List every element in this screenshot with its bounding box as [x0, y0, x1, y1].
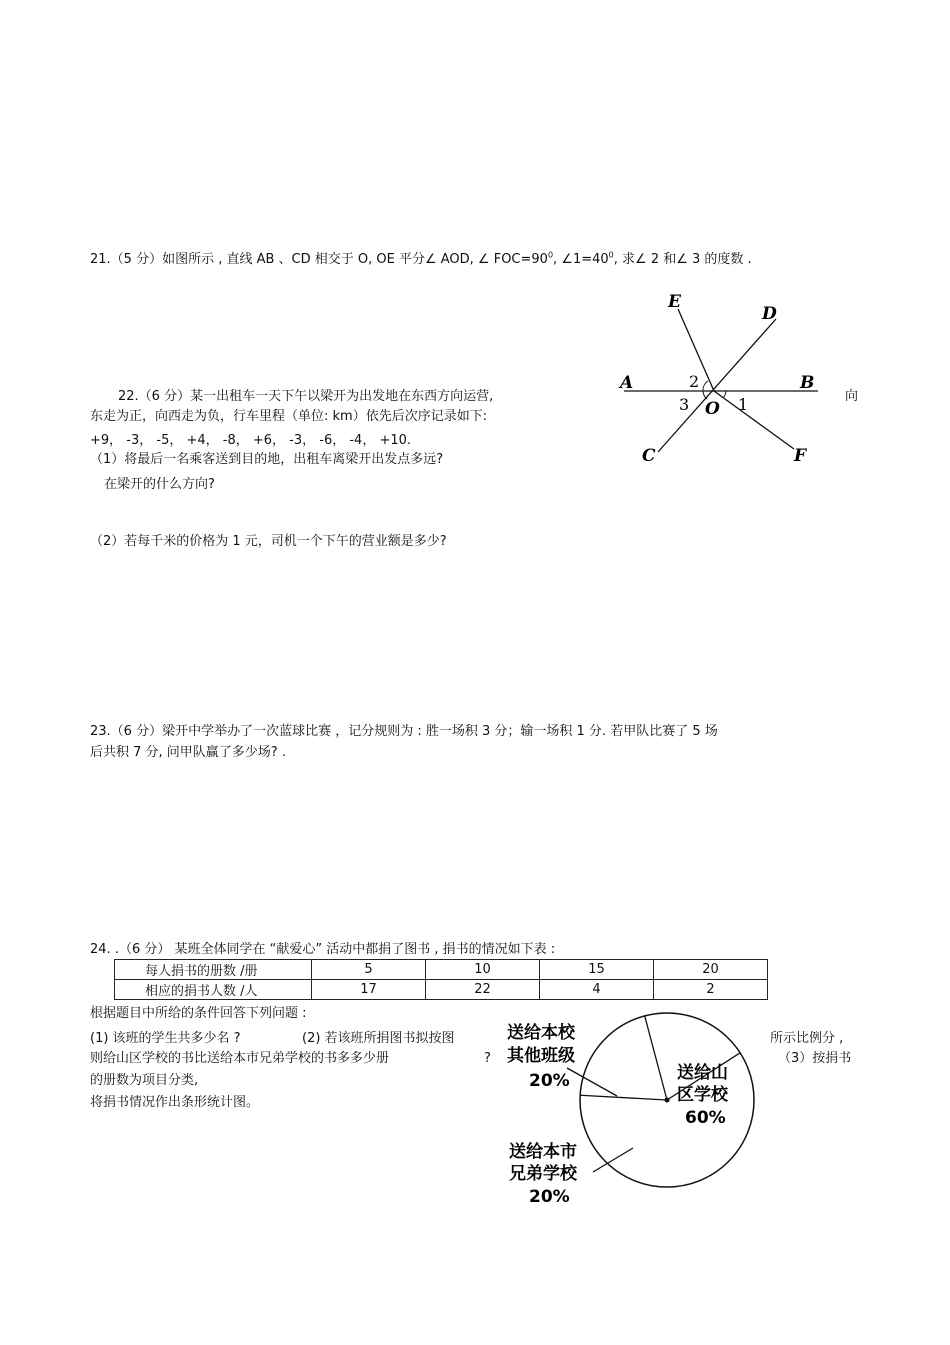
table-row	[115, 980, 768, 1000]
pie-center-dot	[665, 1098, 670, 1103]
line-cd	[658, 319, 776, 452]
angle-2-arc	[703, 381, 708, 391]
donation-table	[114, 959, 768, 1000]
label-b: B	[800, 373, 815, 393]
q22-part1-b: 在梁开的什么方向?	[104, 477, 215, 492]
table-cell: 15	[540, 960, 654, 980]
q24-sub2: (2) 若该班所捐图书拟按图	[302, 1031, 455, 1046]
table-cell: 每人捐书的册数 /册	[115, 960, 312, 980]
q22-part1-a: （1）将最后一名乘客送到目的地，出租车离梁开出发点多远?	[90, 452, 444, 467]
pie-label-mountain-percent: 60%	[685, 1108, 726, 1128]
q22-part2: （2）若每千米的价格为 1 元，司机一个下午的营业额是多少?	[90, 534, 447, 549]
angle-3-arc	[703, 391, 707, 399]
q24-sub5: 将捐书情况作出条形统计图。	[90, 1095, 260, 1110]
table-cell: 2	[654, 980, 768, 1000]
angle-1-arc	[723, 391, 726, 398]
q22-line1-end: 向	[845, 389, 859, 404]
ray-of	[714, 391, 794, 449]
label-o: O	[705, 399, 720, 419]
pie-leader-line	[567, 1068, 617, 1096]
table-cell: 相应的捐书人数 /人	[115, 980, 312, 1000]
table-cell: 5	[312, 960, 426, 980]
q24-sub3: 则给山区学校的书比送给本市兄弟学校的书多多少册	[90, 1051, 390, 1066]
label-c: C	[642, 446, 656, 466]
label-e: E	[668, 292, 681, 312]
table-cell: 20	[654, 960, 768, 980]
label-angle-1: 1	[738, 395, 749, 414]
pie-label-other-class-line2: 其他班级	[507, 1046, 575, 1066]
table-cell: 10	[426, 960, 540, 980]
label-f: F	[794, 446, 807, 466]
pie-label-mountain-line2: 区学校	[677, 1085, 728, 1105]
label-angle-2: 2	[689, 372, 700, 391]
q24-intro: 24. .（6 分） 某班全体同学在 “献爱心” 活动中都捐了图书 , 捐书的情况如下表 :	[90, 942, 556, 957]
q24-sub1: (1) 该班的学生共多少名 ?	[90, 1031, 241, 1046]
table-cell: 22	[426, 980, 540, 1000]
table-cell: 17	[312, 980, 426, 1000]
pie-label-sister-school-line1: 送给本市	[509, 1142, 577, 1162]
pie-label-sister-school-percent: 20%	[529, 1187, 570, 1207]
q24-sub3-q: ?	[484, 1051, 491, 1066]
angle-figure	[610, 285, 840, 470]
pie-chart	[495, 1012, 780, 1212]
label-angle-3: 3	[679, 395, 690, 414]
pie-label-sister-school-line2: 兄弟学校	[509, 1164, 577, 1184]
pie-slice-boundary	[645, 1016, 667, 1100]
pie-label-other-class-percent: 20%	[529, 1071, 570, 1091]
label-d: D	[762, 304, 777, 324]
pie-label-other-class-line1: 送给本校	[507, 1023, 575, 1043]
label-a: A	[620, 373, 634, 393]
q22-data: +9， -3， -5， +4， -8， +6， -3， -6， -4， +10.	[90, 433, 412, 448]
q23-line1: 23.（6 分）梁开中学举办了一次蓝球比赛 ，记分规则为 : 胜一场积 3 分；输一场积 1 分. 若甲队比赛了 5 场	[90, 724, 718, 739]
q23-line2: 后共积 7 分, 问甲队赢了多少场? .	[90, 745, 286, 760]
q24-sub4: 的册数为项目分类,	[90, 1073, 199, 1088]
table-cell: 4	[540, 980, 654, 1000]
q22-line1: 22.（6 分）某一出租车一天下午以梁开为出发地在东西方向运营,	[118, 389, 494, 404]
pie-label-mountain-line1: 送给山	[677, 1063, 728, 1083]
pie-slice-boundary	[580, 1095, 667, 1100]
q24-sub3-end: （3）按捐书	[778, 1051, 852, 1066]
q21-text: 21.（5 分）如图所示 , 直线 AB 、CD 相交于 O, OE 平分∠ AOD, ∠ $FOC=90^0$, $\angle 1=40^0$, 求∠ 2 和∠ 3 的度数 .	[90, 250, 752, 267]
q22-line2: 东走为正，向西走为负，行车里程（单位: km）依先后次序记录如下:	[90, 409, 488, 424]
q24-conditions: 根据题目中所给的条件回答下列问题 :	[90, 1006, 307, 1021]
table-row	[115, 960, 768, 980]
q24-sub2-end: 所示比例分 ,	[770, 1031, 844, 1046]
